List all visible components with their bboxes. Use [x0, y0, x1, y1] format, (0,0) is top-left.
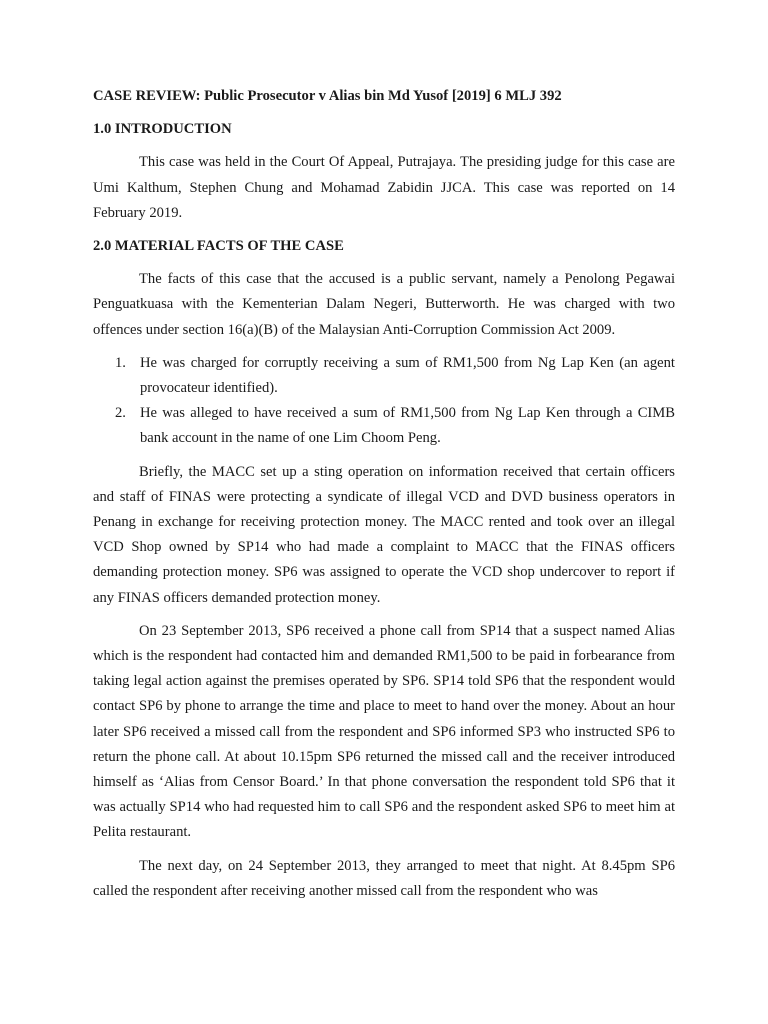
list-item-text: He was alleged to have received a sum of RM1,500 from Ng Lap Ken through a CIMB bank account in the name of one Lim Choom Peng. — [140, 405, 675, 447]
section-heading-material-facts: 2.0 MATERIAL FACTS OF THE CASE — [93, 238, 344, 255]
next-day-paragraph: The next day, on 24 September 2013, they arranged to meet that night. At 8.45pm SP6 called the respondent after receiving another missed call from the respondent who was — [93, 857, 675, 899]
facts-intro-paragraph: The facts of this case that the accused is a public servant, namely a Penolong Pegawai Penguatkuasa with the Kementerian Dalam Negeri, Butterworth. He was charged with two offences under section 16(a)(B) of the Malaysian Anti-Corruption Commission Act 2009. — [93, 271, 675, 338]
list-item — [93, 351, 675, 401]
list-item-number: 1. — [115, 354, 126, 371]
phone-call-paragraph: On 23 September 2013, SP6 received a phone call from SP14 that a suspect named Alias which is the respondent had contacted him and demanded RM1,500 to be paid in forbearance from taking legal action against the premises operated by SP6. SP14 told SP6 that the respondent would contact SP6 by phone to arrange the time and place to meet to hand over the money. About an hour later SP6 received a missed call from the respondent and SP6 informed SP3 who instructed SP6 to return the phone call. At about 10.15pm SP6 returned the missed call and the receiver introduced himself as ‘Alias from Censor Board.’ In that phone conversation the respondent told SP6 that it was actually SP14 who had requested him to call SP6 and the respondent asked SP6 to meet him at Pelita restaurant. — [93, 622, 675, 841]
case-title: CASE REVIEW: Public Prosecutor v Alias bin Md Yusof [2019] 6 MLJ 392 — [93, 88, 562, 104]
charges-list — [93, 351, 675, 452]
list-item-text: He was charged for corruptly receiving a sum of RM1,500 from Ng Lap Ken (an agent provocateur identified). — [140, 354, 675, 397]
sting-operation-paragraph: Briefly, the MACC set up a sting operation on information received that certain officers and staff of FINAS were protecting a syndicate of illegal VCD and DVD business operators in Penang in exchange for receiving protection money. The MACC rented and took over an illegal VCD Shop owned by SP14 who had made a complaint to MACC that the FINAS officers demanding protection money. SP6 was assigned to operate the VCD shop undercover to report if any FINAS officers demanded protection money. — [93, 463, 675, 606]
section-heading-introduction: 1.0 INTRODUCTION — [93, 121, 232, 138]
list-item-number: 2. — [115, 405, 126, 422]
introduction-paragraph: This case was held in the Court Of Appeal, Putrajaya. The presiding judge for this case are Umi Kalthum, Stephen Chung and Mohamad Zabidin JJCA. This case was reported on 14 February 2019. — [93, 154, 675, 221]
document-page — [93, 84, 675, 912]
list-item — [93, 401, 675, 451]
